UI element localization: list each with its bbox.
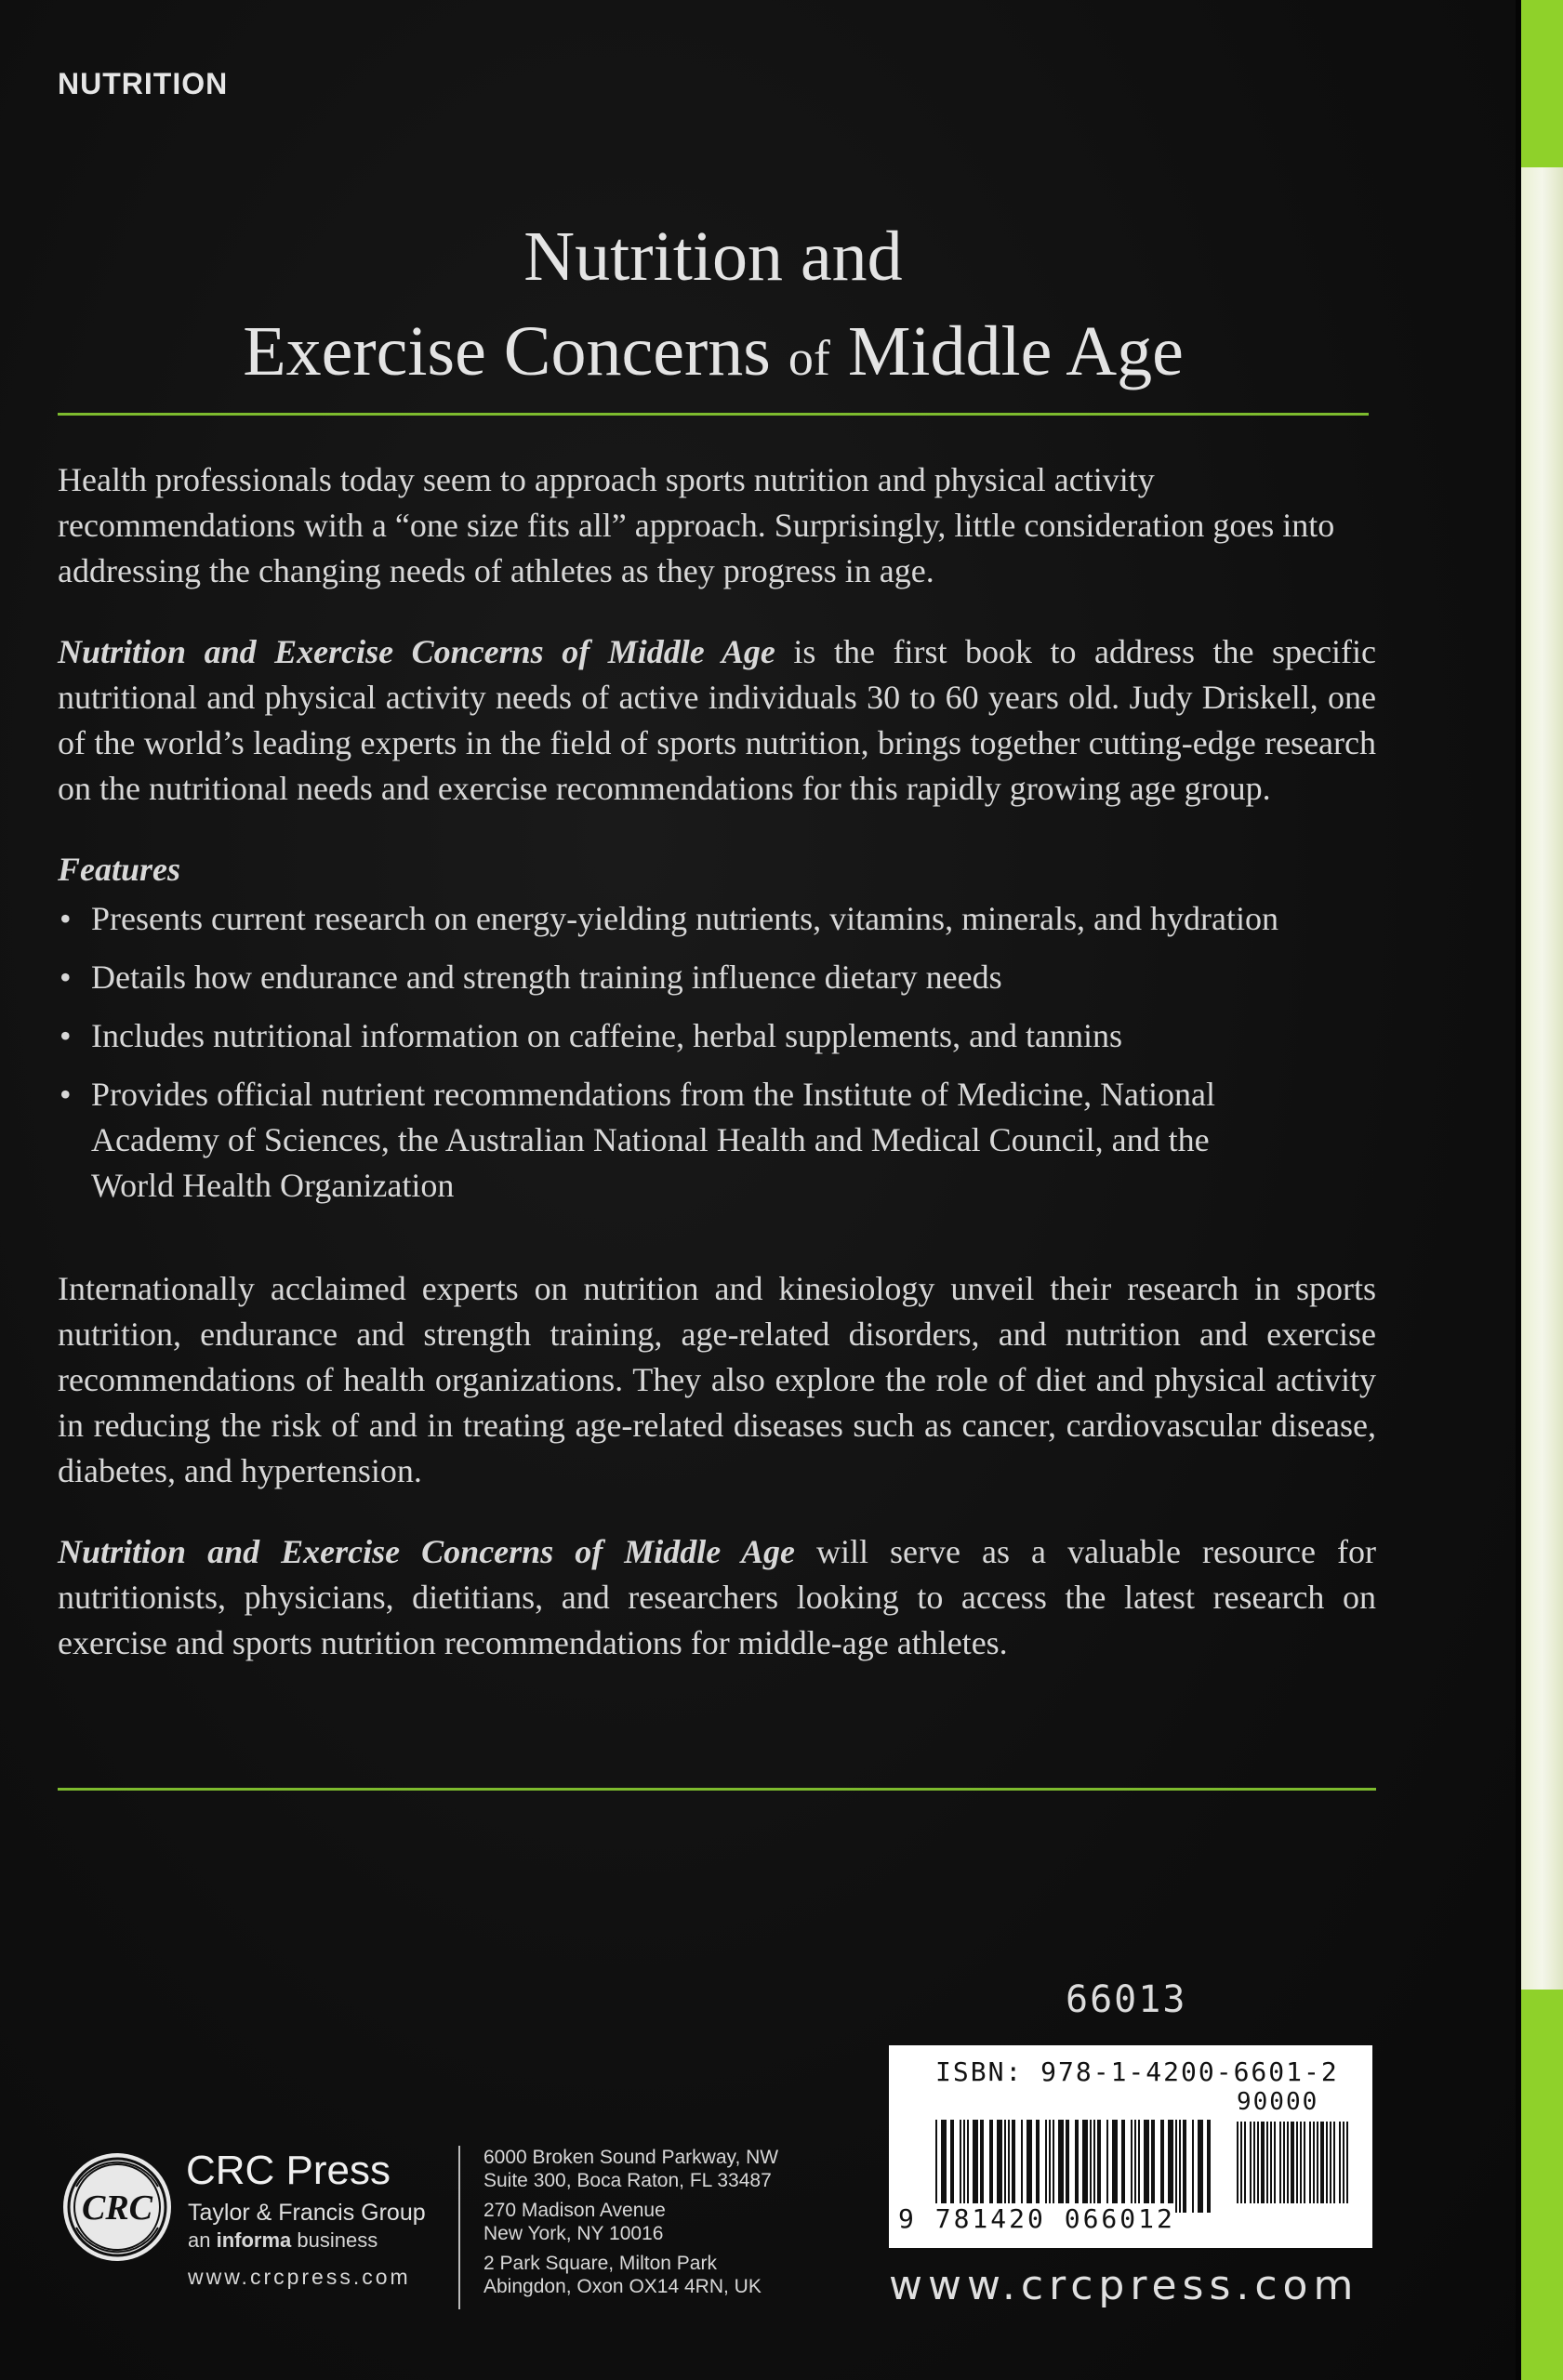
price-code: 90000 [1237,2088,1319,2116]
isbn-label: ISBN: 978-1-4200-6601-2 [935,2056,1339,2087]
divider-top [58,413,1369,416]
barcode-addon-icon [1237,2122,1352,2203]
publisher-website: www.crcpress.com [188,2265,411,2289]
closing-paragraph [58,1529,1376,1666]
website-url: www.crcpress.com [889,2262,1359,2309]
feature-text: Presents current research on energy-yielding nutrients, vitamins, minerals, and hydration [91,900,1278,937]
summary-book-title: Nutrition and Exercise Concerns of Middle Age [58,633,775,670]
title-line-2 [58,304,1369,405]
title-line-1: Nutrition and [523,218,903,296]
closing-book-title: Nutrition and Exercise Concerns of Middle Age [58,1533,795,1570]
divider-bottom [58,1788,1376,1791]
crc-logo-icon [60,2149,175,2265]
address-line: 2 Park Square, Milton Park [483,2253,717,2274]
logo-text: CRC [81,2188,153,2228]
publisher-addresses [483,2146,778,2305]
publisher-group: Taylor & Francis Group [188,2200,426,2226]
title-of: of [788,330,830,386]
bullet-icon: • [60,1017,72,1054]
informa-prefix: an [188,2228,217,2252]
address-line: 6000 Broken Sound Parkway, NW [483,2147,779,2168]
publisher-name: CRC Press [186,2148,391,2193]
address-line: 270 Madison Avenue [483,2200,666,2221]
publisher-divider [458,2146,460,2309]
address-line: New York, NY 10016 [483,2223,664,2244]
informa-suffix: business [291,2228,378,2252]
barcode-main-icon [935,2120,1214,2213]
title-line-2-part-b: Middle Age [847,312,1184,390]
summary-text: is the first book to address the specific nutritional and physical activity needs of active individuals 30 to 60 years old. Judy Driskell, one of the world’s leading experts in the field of sports nutrition, brings together cutting-edge research on the nutritional needs and exercise recommendations for this rapidly growing age group. [58,633,1376,807]
feature-item [58,955,1376,1000]
address-block [483,2146,778,2192]
closing-text: will serve as a valuable resource for nutritionists, physicians, dietitians, and researchers looking to access the latest research on exercise and sports nutrition recommendations for middle-age athletes. [58,1533,1376,1661]
feature-item [58,1013,1376,1059]
experts-paragraph: Internationally acclaimed experts on nutrition and kinesiology unveil their research in sports nutrition, endurance and strength training, age-related disorders, and nutrition and exercise recommendations of health organizations. They also explore the role of diet and physical activity in reducing the risk of and in treating age-related diseases such as cancer, cardiovascular disease, diabetes, and hypertension. [58,1270,1376,1489]
catalog-number: 66013 [1066,1978,1187,2021]
feature-text: Provides official nutrient recommendations from the Institute of Medicine, National Academy of Sciences, the Australian National Health and Medical Council, and the World Health Organization [91,1076,1216,1204]
feature-item [58,896,1376,942]
address-block [483,2199,778,2245]
address-block [483,2252,778,2298]
barcode-panel [889,2045,1372,2248]
title-line-2-part-a: Exercise Concerns [243,312,771,390]
address-line: Abingdon, Oxon OX14 4RN, UK [483,2276,762,2297]
description [58,457,1376,1701]
book-title [58,209,1369,405]
bullet-icon: • [60,900,72,937]
barcode-number: 9 781420 066012 [898,2203,1175,2234]
features-list [58,896,1376,1209]
feature-item [58,1072,1376,1209]
spine-green-bottom [1521,1990,1563,2380]
bullet-icon: • [60,1076,72,1113]
intro-paragraph: Health professionals today seem to approach sports nutrition and physical activity recommendations with a “one size fits all” approach. Surprisingly, little consideration goes into addressing the changing needs of athletes as they progress in age. [58,461,1335,589]
spine-green-top [1521,0,1563,167]
feature-text: Details how endurance and strength training influence dietary needs [91,959,1002,996]
category-label: NUTRITION [58,67,229,100]
page-edge [1521,167,1563,1990]
features-heading: Features [58,851,181,888]
feature-text: Includes nutritional information on caffeine, herbal supplements, and tannins [91,1017,1123,1054]
address-line: Suite 300, Boca Raton, FL 33487 [483,2170,772,2191]
bullet-icon: • [60,959,72,996]
summary-paragraph [58,629,1376,812]
publisher-informa [188,2228,378,2253]
informa-name: informa [216,2228,292,2252]
